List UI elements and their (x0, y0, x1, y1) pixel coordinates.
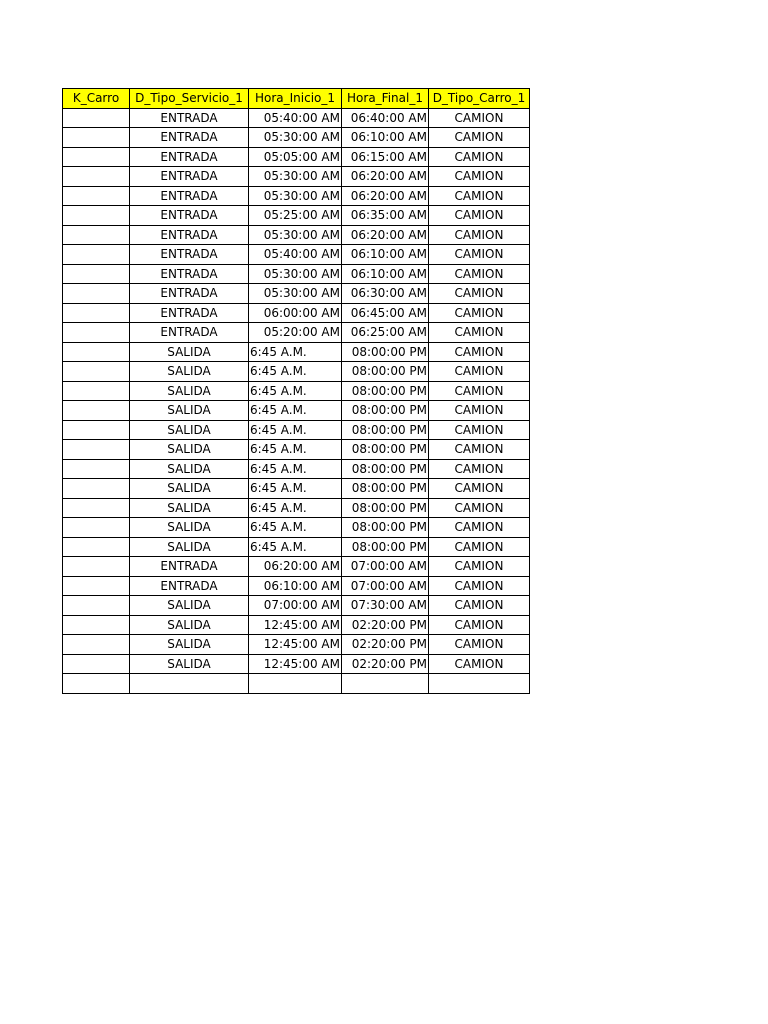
cell-hora-inicio[interactable]: 6:45 A.M. (249, 459, 342, 479)
cell-k-carro[interactable] (63, 147, 130, 167)
cell-hora-inicio[interactable]: 06:10:00 AM (249, 576, 342, 596)
table-row (63, 381, 530, 401)
cell-tipo-servicio[interactable]: SALIDA (130, 381, 249, 401)
table-row (63, 635, 530, 655)
cell-hora-inicio[interactable]: 06:20:00 AM (249, 557, 342, 577)
cell-k-carro[interactable] (63, 557, 130, 577)
cell-hora-inicio[interactable]: 6:45 A.M. (249, 401, 342, 421)
cell-tipo-carro[interactable]: CAMION (429, 206, 530, 226)
cell-tipo-carro[interactable]: CAMION (429, 459, 530, 479)
cell-tipo-carro[interactable]: CAMION (429, 401, 530, 421)
cell-tipo-servicio[interactable]: ENTRADA (130, 206, 249, 226)
cell-hora-inicio[interactable]: 6:45 A.M. (249, 479, 342, 499)
cell-hora-inicio[interactable]: 05:20:00 AM (249, 323, 342, 343)
cell-tipo-carro[interactable]: CAMION (429, 537, 530, 557)
cell-k-carro[interactable] (63, 576, 130, 596)
cell-k-carro[interactable] (63, 596, 130, 616)
table-row (63, 186, 530, 206)
cell-tipo-carro[interactable]: CAMION (429, 498, 530, 518)
cell-k-carro[interactable] (63, 479, 130, 499)
cell-hora-inicio[interactable]: 6:45 A.M. (249, 498, 342, 518)
cell-hora-final[interactable]: 07:00:00 AM (342, 576, 429, 596)
cell-tipo-servicio[interactable]: SALIDA (130, 498, 249, 518)
cell-hora-inicio[interactable]: 05:30:00 AM (249, 128, 342, 148)
cell-hora-final[interactable]: 08:00:00 PM (342, 420, 429, 440)
table-row (63, 225, 530, 245)
table-row (63, 264, 530, 284)
cell-hora-final[interactable]: 07:30:00 AM (342, 596, 429, 616)
cell-hora-final[interactable]: 06:30:00 AM (342, 284, 429, 304)
cell-hora-inicio[interactable]: 6:45 A.M. (249, 381, 342, 401)
table-body (63, 108, 530, 693)
cell-k-carro[interactable] (63, 654, 130, 674)
cell-hora-inicio[interactable]: 12:45:00 AM (249, 615, 342, 635)
cell-hora-inicio[interactable]: 05:30:00 AM (249, 225, 342, 245)
cell-tipo-servicio[interactable]: SALIDA (130, 342, 249, 362)
cell-tipo-carro[interactable]: CAMION (429, 245, 530, 265)
cell-tipo-carro[interactable]: CAMION (429, 284, 530, 304)
cell-k-carro[interactable] (63, 225, 130, 245)
cell-k-carro[interactable] (63, 440, 130, 460)
cell-hora-inicio[interactable]: 12:45:00 AM (249, 635, 342, 655)
cell-hora-final[interactable]: 06:20:00 AM (342, 167, 429, 187)
cell-tipo-carro[interactable]: CAMION (429, 654, 530, 674)
cell-tipo-carro[interactable]: CAMION (429, 167, 530, 187)
cell-tipo-servicio[interactable]: SALIDA (130, 537, 249, 557)
cell-hora-final[interactable]: 08:00:00 PM (342, 479, 429, 499)
cell-k-carro[interactable] (63, 206, 130, 226)
cell-hora-final[interactable]: 06:40:00 AM (342, 108, 429, 128)
cell-tipo-carro[interactable]: CAMION (429, 576, 530, 596)
cell-tipo-carro[interactable]: CAMION (429, 225, 530, 245)
cell-tipo-carro[interactable]: CAMION (429, 440, 530, 460)
table-row (63, 362, 530, 382)
table-row (63, 284, 530, 304)
table-row (63, 342, 530, 362)
cell-hora-final[interactable]: 06:10:00 AM (342, 245, 429, 265)
cell-tipo-servicio[interactable]: ENTRADA (130, 128, 249, 148)
table-row (63, 518, 530, 538)
cell-tipo-servicio[interactable]: ENTRADA (130, 186, 249, 206)
data-table (62, 88, 530, 694)
header-tipo-servicio[interactable]: D_Tipo_Servicio_1 (130, 89, 249, 109)
table-row (63, 615, 530, 635)
cell-tipo-carro[interactable]: CAMION (429, 264, 530, 284)
cell-hora-final[interactable]: 06:35:00 AM (342, 206, 429, 226)
cell-tipo-servicio[interactable]: ENTRADA (130, 167, 249, 187)
cell-tipo-carro[interactable]: CAMION (429, 186, 530, 206)
table-row (63, 674, 530, 694)
cell-k-carro[interactable] (63, 284, 130, 304)
table-row (63, 557, 530, 577)
cell-hora-final[interactable]: 08:00:00 PM (342, 440, 429, 460)
cell-hora-inicio[interactable]: 05:05:00 AM (249, 147, 342, 167)
cell-hora-inicio[interactable]: 6:45 A.M. (249, 362, 342, 382)
cell-k-carro[interactable] (63, 108, 130, 128)
cell-hora-final[interactable]: 06:10:00 AM (342, 264, 429, 284)
cell-hora-inicio[interactable]: 06:00:00 AM (249, 303, 342, 323)
cell-hora-final[interactable]: 06:45:00 AM (342, 303, 429, 323)
header-hora-final[interactable]: Hora_Final_1 (342, 89, 429, 109)
header-row (63, 89, 530, 109)
cell-hora-inicio[interactable]: 05:30:00 AM (249, 167, 342, 187)
header-hora-inicio[interactable]: Hora_Inicio_1 (249, 89, 342, 109)
table-row (63, 147, 530, 167)
table-row (63, 654, 530, 674)
table-row (63, 440, 530, 460)
cell-tipo-servicio[interactable]: ENTRADA (130, 323, 249, 343)
cell-tipo-servicio[interactable]: ENTRADA (130, 245, 249, 265)
cell-hora-final[interactable]: 02:20:00 PM (342, 615, 429, 635)
cell-hora-inicio[interactable]: 05:40:00 AM (249, 245, 342, 265)
cell-tipo-carro[interactable]: CAMION (429, 362, 530, 382)
cell-hora-final[interactable]: 06:20:00 AM (342, 225, 429, 245)
cell-k-carro[interactable] (63, 381, 130, 401)
cell-k-carro[interactable] (63, 518, 130, 538)
cell-k-carro[interactable] (63, 167, 130, 187)
cell-tipo-servicio[interactable]: ENTRADA (130, 557, 249, 577)
cell-tipo-carro[interactable]: CAMION (429, 303, 530, 323)
cell-hora-inicio[interactable]: 6:45 A.M. (249, 342, 342, 362)
cell-k-carro[interactable] (63, 186, 130, 206)
cell-tipo-carro[interactable]: CAMION (429, 323, 530, 343)
table-row (63, 303, 530, 323)
cell-tipo-carro[interactable]: CAMION (429, 635, 530, 655)
cell-hora-inicio[interactable]: 6:45 A.M. (249, 420, 342, 440)
cell-tipo-servicio[interactable]: ENTRADA (130, 284, 249, 304)
cell-hora-inicio[interactable]: 07:00:00 AM (249, 596, 342, 616)
cell-tipo-carro[interactable]: CAMION (429, 479, 530, 499)
cell-tipo-servicio[interactable]: SALIDA (130, 596, 249, 616)
cell-k-carro[interactable] (63, 128, 130, 148)
cell-tipo-carro[interactable]: CAMION (429, 557, 530, 577)
table-row (63, 420, 530, 440)
cell-tipo-servicio[interactable]: ENTRADA (130, 264, 249, 284)
cell-tipo-carro[interactable]: CAMION (429, 342, 530, 362)
table-row (63, 576, 530, 596)
cell-hora-final[interactable]: 06:10:00 AM (342, 128, 429, 148)
cell-hora-inicio[interactable]: 6:45 A.M. (249, 518, 342, 538)
cell-tipo-carro[interactable]: CAMION (429, 420, 530, 440)
cell-tipo-carro[interactable]: CAMION (429, 147, 530, 167)
cell-hora-final[interactable] (342, 674, 429, 694)
cell-tipo-servicio[interactable]: ENTRADA (130, 576, 249, 596)
table-row (63, 596, 530, 616)
cell-hora-final[interactable]: 02:20:00 PM (342, 635, 429, 655)
table-row (63, 128, 530, 148)
cell-hora-final[interactable]: 08:00:00 PM (342, 518, 429, 538)
spreadsheet-area (62, 88, 530, 694)
cell-tipo-carro[interactable]: CAMION (429, 518, 530, 538)
cell-hora-final[interactable]: 08:00:00 PM (342, 498, 429, 518)
cell-tipo-carro[interactable]: CAMION (429, 596, 530, 616)
cell-hora-final[interactable]: 02:20:00 PM (342, 654, 429, 674)
cell-hora-inicio[interactable]: 05:25:00 AM (249, 206, 342, 226)
cell-k-carro[interactable] (63, 635, 130, 655)
header-k-carro[interactable]: K_Carro (63, 89, 130, 109)
cell-k-carro[interactable] (63, 264, 130, 284)
cell-tipo-carro[interactable]: CAMION (429, 128, 530, 148)
cell-k-carro[interactable] (63, 323, 130, 343)
cell-k-carro[interactable] (63, 303, 130, 323)
cell-hora-final[interactable]: 07:00:00 AM (342, 557, 429, 577)
cell-tipo-servicio[interactable]: SALIDA (130, 362, 249, 382)
table-row (63, 537, 530, 557)
table-row (63, 206, 530, 226)
cell-hora-final[interactable]: 06:15:00 AM (342, 147, 429, 167)
cell-hora-inicio[interactable]: 05:40:00 AM (249, 108, 342, 128)
cell-tipo-carro[interactable]: CAMION (429, 108, 530, 128)
cell-k-carro[interactable] (63, 537, 130, 557)
cell-k-carro[interactable] (63, 401, 130, 421)
cell-hora-inicio[interactable]: 6:45 A.M. (249, 537, 342, 557)
cell-tipo-servicio[interactable]: SALIDA (130, 635, 249, 655)
cell-tipo-servicio[interactable]: SALIDA (130, 518, 249, 538)
cell-k-carro[interactable] (63, 674, 130, 694)
cell-tipo-carro[interactable] (429, 674, 530, 694)
cell-hora-final[interactable]: 06:20:00 AM (342, 186, 429, 206)
cell-hora-inicio[interactable]: 6:45 A.M. (249, 440, 342, 460)
cell-hora-final[interactable]: 08:00:00 PM (342, 459, 429, 479)
cell-tipo-servicio[interactable]: SALIDA (130, 420, 249, 440)
cell-hora-inicio[interactable] (249, 674, 342, 694)
cell-tipo-servicio[interactable] (130, 674, 249, 694)
cell-k-carro[interactable] (63, 420, 130, 440)
cell-tipo-servicio[interactable]: SALIDA (130, 615, 249, 635)
cell-k-carro[interactable] (63, 498, 130, 518)
cell-tipo-servicio[interactable]: SALIDA (130, 440, 249, 460)
cell-hora-final[interactable]: 08:00:00 PM (342, 342, 429, 362)
cell-tipo-servicio[interactable]: SALIDA (130, 654, 249, 674)
cell-tipo-servicio[interactable]: ENTRADA (130, 303, 249, 323)
cell-k-carro[interactable] (63, 362, 130, 382)
cell-k-carro[interactable] (63, 615, 130, 635)
cell-tipo-servicio[interactable]: SALIDA (130, 401, 249, 421)
cell-hora-final[interactable]: 06:25:00 AM (342, 323, 429, 343)
table-row (63, 323, 530, 343)
table-row (63, 459, 530, 479)
cell-hora-inicio[interactable]: 05:30:00 AM (249, 186, 342, 206)
table-row (63, 479, 530, 499)
header-tipo-carro[interactable]: D_Tipo_Carro_1 (429, 89, 530, 109)
cell-tipo-servicio[interactable]: SALIDA (130, 459, 249, 479)
cell-tipo-carro[interactable]: CAMION (429, 615, 530, 635)
cell-tipo-servicio[interactable]: ENTRADA (130, 108, 249, 128)
cell-tipo-servicio[interactable]: ENTRADA (130, 225, 249, 245)
table-row (63, 108, 530, 128)
cell-hora-inicio[interactable]: 05:30:00 AM (249, 264, 342, 284)
cell-hora-inicio[interactable]: 12:45:00 AM (249, 654, 342, 674)
cell-k-carro[interactable] (63, 459, 130, 479)
table-row (63, 245, 530, 265)
cell-hora-final[interactable]: 08:00:00 PM (342, 401, 429, 421)
table-row (63, 498, 530, 518)
cell-hora-final[interactable]: 08:00:00 PM (342, 362, 429, 382)
cell-hora-final[interactable]: 08:00:00 PM (342, 381, 429, 401)
cell-k-carro[interactable] (63, 342, 130, 362)
cell-k-carro[interactable] (63, 245, 130, 265)
cell-tipo-carro[interactable]: CAMION (429, 381, 530, 401)
table-row (63, 167, 530, 187)
cell-hora-final[interactable]: 08:00:00 PM (342, 537, 429, 557)
cell-tipo-servicio[interactable]: ENTRADA (130, 147, 249, 167)
table-row (63, 401, 530, 421)
cell-hora-inicio[interactable]: 05:30:00 AM (249, 284, 342, 304)
cell-tipo-servicio[interactable]: SALIDA (130, 479, 249, 499)
